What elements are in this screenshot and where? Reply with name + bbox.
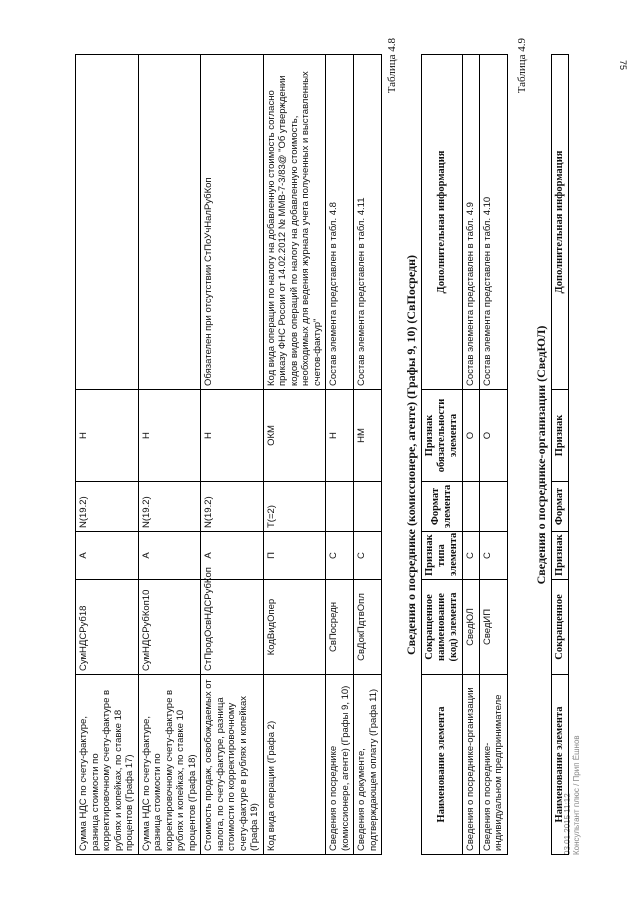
cell-info: Состав элемента представлен в табл. 4.9 — [463, 55, 480, 390]
header-info: Дополнительная информация — [422, 55, 463, 390]
element-table-continued — [75, 54, 382, 855]
table-caption-4-8: Сведения о посреднике (комиссионере, агенте) (Графы 9, 10) (СвПосредн) — [404, 255, 418, 655]
header-format: Формат — [551, 482, 568, 532]
cell-info: Обязателен при отсутствии СтПоУчНалРубКоп — [201, 55, 264, 390]
cell-format: T(=2) — [263, 482, 326, 532]
cell-format: N(19.2) — [138, 482, 201, 532]
cell-info: Код вида операции по налогу на добавленную стоимость согласно приказу ФНС России от 14.02.2012 № ММВ-7-3/83@ "Об утверждении кодов видов операций по налогу на добавленную стоимость, необходимых для ведения журнала учета полученных и выставленных счетов-фактур" — [263, 55, 326, 390]
header-type: Признак типа элемента — [422, 532, 463, 580]
table-row — [138, 55, 201, 855]
stamp-line-1: 03.01.2015 11:12 — [563, 793, 572, 855]
cell-name: Сумма НДС по счету-фактуре, разница стоимости по корректировочному счету-фактуре в рублях и копейках, по ставке 18 процентов (Графа 17) — [76, 675, 139, 855]
table-row — [76, 55, 139, 855]
cell-code: СумНДСРубКоп10 — [138, 580, 201, 675]
cell-name: Код вида операции (Графа 2) — [263, 675, 326, 855]
stamp-line-2: Консультант плюс / Прип Ёшнов — [572, 735, 581, 855]
header-type: Признак — [551, 532, 568, 580]
table-label-4-9: Таблица 4.9 — [515, 38, 528, 94]
cell-req: НМ — [354, 390, 382, 482]
header-req: Признак — [551, 390, 568, 482]
table-row — [326, 55, 354, 855]
table-row — [463, 55, 480, 855]
table-header-row — [551, 55, 568, 855]
cell-info — [76, 55, 139, 390]
cell-name: Стоимость продаж, освобождаемых от налога, по счету-фактуре, разница стоимости по корректировочному счету-фактуре в рублях и копейках (Графа 19) — [201, 675, 264, 855]
cell-code: КодВидОпер — [263, 580, 326, 675]
cell-code: СвПосредн — [326, 580, 354, 675]
cell-code: СумНДСРуб18 — [76, 580, 139, 675]
cell-code: СвДокПдтвОпл — [354, 580, 382, 675]
cell-type: А — [201, 532, 264, 580]
header-name: Наименование элемента — [551, 675, 568, 855]
cell-type: П — [263, 532, 326, 580]
cell-type: А — [76, 532, 139, 580]
cell-info: Состав элемента представлен в табл. 4.8 — [326, 55, 354, 390]
page-number: 75 — [618, 60, 628, 71]
header-info: Дополнительная информация — [551, 55, 568, 390]
table-4-8 — [421, 54, 508, 855]
cell-name: Сведения о посреднике (комиссионере, агенте) (Графы 9, 10) — [326, 675, 354, 855]
cell-req: О — [463, 390, 480, 482]
cell-name: Сведения о документе, подтверждающем оплату (Графа 11) — [354, 675, 382, 855]
table-label-4-8: Таблица 4.8 — [386, 38, 398, 94]
table-4-9 — [551, 54, 569, 855]
header-name: Наименование элемента — [422, 675, 463, 855]
cell-format: N(19.2) — [76, 482, 139, 532]
cell-name: Сведения о посреднике-индивидуальном предпринимателе — [479, 675, 507, 855]
cell-format — [354, 482, 382, 532]
cell-req: Н — [76, 390, 139, 482]
cell-info: Состав элемента представлен в табл. 4.11 — [354, 55, 382, 390]
table-row — [201, 55, 264, 855]
table-row — [354, 55, 382, 855]
cell-req: Н — [201, 390, 264, 482]
cell-format — [326, 482, 354, 532]
table-row — [263, 55, 326, 855]
table-header-row — [422, 55, 463, 855]
cell-req: Н — [326, 390, 354, 482]
cell-type: С — [463, 532, 480, 580]
header-code: Сокращенное наименование (код) элемента — [422, 580, 463, 675]
cell-format — [479, 482, 507, 532]
cell-type: С — [479, 532, 507, 580]
cell-req: О — [479, 390, 507, 482]
table-row — [479, 55, 507, 855]
cell-code: СтПродОсвНДСРубКоп — [201, 580, 264, 675]
header-format: Формат элемента — [422, 482, 463, 532]
table-caption-4-9: Сведения о посреднике-организации (СведЮЛ) — [533, 325, 548, 585]
cell-type: С — [326, 532, 354, 580]
header-req: Признак обязательности элемента — [422, 390, 463, 482]
header-code: Сокращенное — [551, 580, 568, 675]
cell-req: ОКМ — [263, 390, 326, 482]
cell-format: N(19.2) — [201, 482, 264, 532]
cell-code: СведИП — [479, 580, 507, 675]
cell-name: Сведения о посреднике-организации — [463, 675, 480, 855]
cell-type: А — [138, 532, 201, 580]
cell-format — [463, 482, 480, 532]
cell-type: С — [354, 532, 382, 580]
cell-req: Н — [138, 390, 201, 482]
rotated-page-content — [63, 30, 623, 880]
cell-info — [138, 55, 201, 390]
cell-code: СведЮЛ — [463, 580, 480, 675]
cell-info: Состав элемента представлен в табл. 4.10 — [479, 55, 507, 390]
cell-name: Сумма НДС по счету-фактуре, разница стоимости по корректировочному счету-фактуре в рублях и копейках, по ставке 10 процентов (Графа 18) — [138, 675, 201, 855]
